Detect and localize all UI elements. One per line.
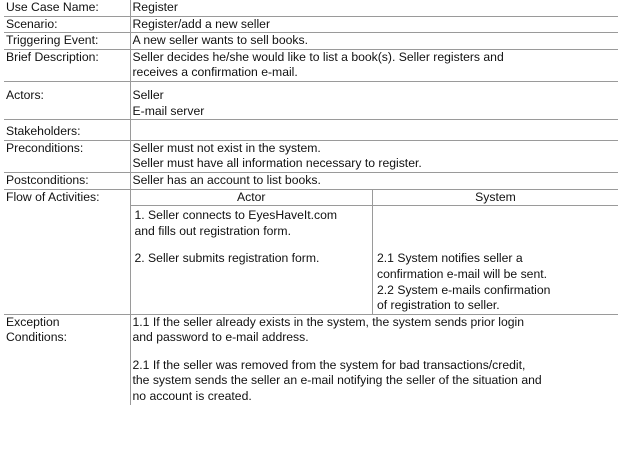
row-actors: [4, 81, 618, 119]
label-stakeholders: Stakeholders:: [6, 124, 81, 139]
flow-of-activities-cell: [130, 189, 618, 314]
label-brief-description: Brief Description:: [6, 49, 99, 64]
actor-email-server: E-mail server: [132, 103, 205, 118]
value-actors: [130, 81, 618, 119]
system-step-2-1-line-1: 2.1 System notifies seller a: [377, 251, 523, 266]
label-triggering-event: Triggering Event:: [6, 33, 99, 48]
exception-1-line-2: and password to e-mail address.: [132, 330, 309, 345]
exception-1-line-1: 1.1 If the seller already exists in the system, the system sends prior login: [132, 314, 525, 329]
exception-2-line-1: 2.1 If the seller was removed from the system for bad transactions/credit,: [132, 357, 526, 372]
actor-step-1-line-2: and fills out registration form.: [134, 223, 291, 238]
use-case-table: [4, 0, 618, 405]
system-step-2-2-line-1: 2.2 System e-mails confirmation: [377, 282, 551, 297]
precondition-line-1: Seller must not exist in the system.: [132, 140, 321, 155]
precondition-line-2: Seller must have all information necessary to register.: [132, 156, 422, 171]
label-exception-conditions: [4, 314, 130, 404]
exception-label-line-1: Exception: [6, 314, 60, 329]
value-preconditions: [130, 140, 618, 172]
row-triggering-event: [4, 33, 618, 50]
actor-step-2: 2. Seller submits registration form.: [134, 251, 320, 266]
exception-2-line-3: no account is created.: [132, 389, 252, 404]
label-preconditions: Preconditions:: [6, 140, 84, 155]
value-brief-description: [130, 49, 618, 81]
row-exception-conditions: [4, 314, 618, 404]
exception-2-line-2: the system sends the seller an e-mail notifying the seller of the situation and: [132, 373, 542, 388]
flow-system-header: System: [373, 190, 619, 206]
row-postconditions: [4, 172, 618, 189]
row-preconditions: [4, 140, 618, 172]
value-postconditions: Seller has an account to list books.: [130, 172, 618, 189]
brief-description-line-1: Seller decides he/she would like to list a book(s). Seller registers and: [132, 49, 504, 64]
value-scenario: Register/add a new seller: [130, 16, 618, 33]
use-case-document: [4, 0, 618, 405]
flow-actor-column: [131, 206, 373, 314]
system-step-2-2-line-2: of registration to seller.: [377, 298, 500, 313]
actor-step-1-line-1: 1. Seller connects to EyesHaveIt.com: [134, 208, 338, 223]
actor-seller: Seller: [132, 87, 164, 102]
label-use-case-name: Use Case Name:: [6, 0, 99, 14]
row-brief-description: [4, 49, 618, 81]
row-scenario: [4, 16, 618, 33]
label-flow-of-activities: Flow of Activities:: [6, 189, 100, 204]
brief-description-line-2: receives a confirmation e-mail.: [132, 65, 298, 80]
row-use-case-name: [4, 0, 618, 16]
flow-table: [131, 190, 619, 314]
value-stakeholders: [130, 120, 618, 141]
flow-actor-header: Actor: [131, 190, 373, 206]
system-step-2-1-line-2: confirmation e-mail will be sent.: [377, 266, 548, 281]
label-postconditions: Postconditions:: [6, 172, 89, 187]
value-triggering-event: A new seller wants to sell books.: [130, 33, 618, 50]
value-use-case-name: Register: [130, 0, 618, 16]
label-actors: Actors:: [6, 87, 44, 102]
label-scenario: Scenario:: [6, 16, 58, 31]
flow-system-column: [373, 206, 619, 314]
row-flow-of-activities: [4, 189, 618, 314]
value-exception-conditions: [130, 314, 618, 404]
exception-label-line-2: Conditions:: [6, 330, 67, 345]
row-stakeholders: [4, 120, 618, 141]
